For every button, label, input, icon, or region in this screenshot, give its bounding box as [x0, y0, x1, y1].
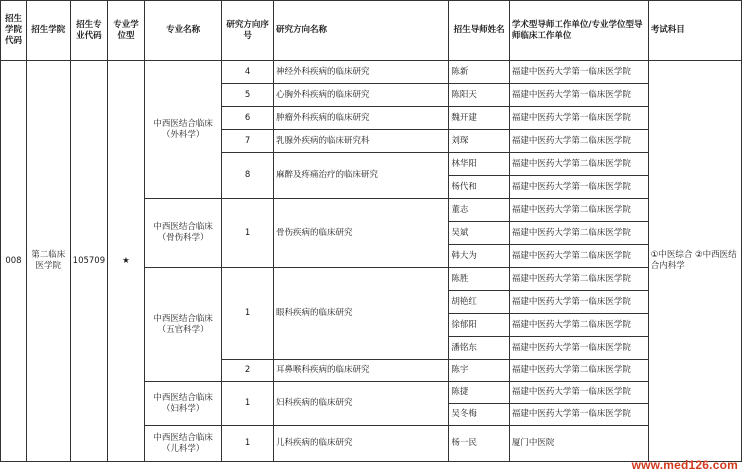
major-name-cell: 中西医结合临床（骨伤科学） [144, 199, 221, 268]
tutor-name-cell: 吴斌 [449, 222, 510, 245]
direction-no-cell: 8 [222, 153, 274, 199]
tutor-unit-cell: 福建中医药大学第二临床医学院 [509, 245, 648, 268]
direction-name-cell: 妇科疾病的临床研究 [273, 382, 448, 426]
direction-no-cell: 1 [222, 268, 274, 360]
header-workplace: 学术型导师工作单位/专业学位型导师临床工作单位 [509, 1, 648, 61]
tutor-name-cell: 吴冬梅 [449, 404, 510, 426]
tutor-name-cell: 魏开建 [449, 107, 510, 130]
tutor-unit-cell: 福建中医药大学第一临床医学院 [509, 404, 648, 426]
tutor-unit-cell: 福建中医药大学第二临床医学院 [509, 153, 648, 176]
direction-no-cell: 1 [222, 199, 274, 268]
direction-name-cell: 肿瘤外科疾病的临床研究 [273, 107, 448, 130]
tutor-unit-cell: 福建中医药大学第一临床医学院 [509, 291, 648, 314]
direction-no-cell: 1 [222, 426, 274, 462]
header-school: 招生学院 [26, 1, 70, 61]
major-name-cell: 中西医结合临床（妇科学） [144, 382, 221, 426]
tutor-unit-cell: 福建中医药大学第二临床医学院 [509, 199, 648, 222]
direction-name-cell: 儿科疾病的临床研究 [273, 426, 448, 462]
major-type-star: ★ [108, 61, 145, 462]
tutor-name-cell: 陈胜 [449, 268, 510, 291]
direction-no-cell: 5 [222, 84, 274, 107]
direction-no-cell: 2 [222, 360, 274, 382]
direction-name-cell: 心胸外科疾病的临床研究 [273, 84, 448, 107]
header-tutor: 招生导师姓名 [449, 1, 510, 61]
tutor-unit-cell: 福建中医药大学第一临床医学院 [509, 382, 648, 404]
tutor-unit-cell: 福建中医药大学第一临床医学院 [509, 337, 648, 360]
tutor-name-cell: 董志 [449, 199, 510, 222]
direction-name-cell: 耳鼻喉科疾病的临床研究 [273, 360, 448, 382]
tutor-unit-cell: 福建中医药大学第一临床医学院 [509, 107, 648, 130]
tutor-name-cell: 刘琛 [449, 130, 510, 153]
header-direction-name: 研究方向名称 [273, 1, 448, 61]
header-row [1, 1, 742, 61]
exam-subjects-cell: ①中医综合 ②中西医结合内科学 [648, 61, 741, 462]
tutor-name-cell: 徐郁阳 [449, 314, 510, 337]
tutor-unit-cell: 福建中医药大学第二临床医学院 [509, 222, 648, 245]
tutor-name-cell: 陈阳天 [449, 84, 510, 107]
tutor-name-cell: 杨代和 [449, 176, 510, 199]
school-name-cell: 第二临床医学院 [26, 61, 70, 462]
direction-no-cell: 1 [222, 382, 274, 426]
school-code-cell: 008 [1, 61, 27, 462]
tutor-unit-cell: 福建中医药大学第二临床医学院 [509, 130, 648, 153]
watermark: www.med126.com [631, 458, 738, 472]
tutor-name-cell: 陈宇 [449, 360, 510, 382]
header-exam: 考试科目 [648, 1, 741, 61]
tutor-unit-cell: 福建中医药大学第一临床医学院 [509, 176, 648, 199]
header-major-type: 专业学位型 [108, 1, 145, 61]
tutor-name-cell: 陈捷 [449, 382, 510, 404]
direction-name-cell: 乳腺外疾病的临床研究科 [273, 130, 448, 153]
major-code-cell: 105709 [70, 61, 107, 462]
tutor-name-cell: 陈新 [449, 61, 510, 84]
direction-no-cell: 7 [222, 130, 274, 153]
tutor-name-cell: 杨一民 [449, 426, 510, 462]
header-school-code: 招生学院代码 [1, 1, 27, 61]
direction-name-cell: 眼科疾病的临床研究 [273, 268, 448, 360]
tutor-name-cell: 胡艳红 [449, 291, 510, 314]
table-row [1, 61, 742, 84]
major-name-cell: 中西医结合临床（外科学） [144, 61, 221, 199]
direction-name-cell: 麻醉及疼痛治疗的临床研究 [273, 153, 448, 199]
header-major-code: 招生专业代码 [70, 1, 107, 61]
direction-name-cell: 骨伤疾病的临床研究 [273, 199, 448, 268]
header-direction-no: 研究方向序号 [222, 1, 274, 61]
direction-name-cell: 神经外科疾病的临床研究 [273, 61, 448, 84]
tutor-name-cell: 潘铭东 [449, 337, 510, 360]
direction-no-cell: 4 [222, 61, 274, 84]
tutor-unit-cell: 福建中医药大学第一临床医学院 [509, 61, 648, 84]
major-name-cell: 中西医结合临床（五官科学） [144, 268, 221, 382]
direction-no-cell: 6 [222, 107, 274, 130]
tutor-unit-cell: 福建中医药大学第二临床医学院 [509, 314, 648, 337]
tutor-unit-cell: 福建中医药大学第一临床医学院 [509, 84, 648, 107]
tutor-name-cell: 韩大为 [449, 245, 510, 268]
header-major-name: 专业名称 [144, 1, 221, 61]
tutor-unit-cell: 厦门中医院 [509, 426, 648, 462]
major-name-cell: 中西医结合临床（儿科学） [144, 426, 221, 462]
tutor-unit-cell: 福建中医药大学第二临床医学院 [509, 268, 648, 291]
tutor-name-cell: 林华阳 [449, 153, 510, 176]
tutor-unit-cell: 福建中医药大学第二临床医学院 [509, 360, 648, 382]
